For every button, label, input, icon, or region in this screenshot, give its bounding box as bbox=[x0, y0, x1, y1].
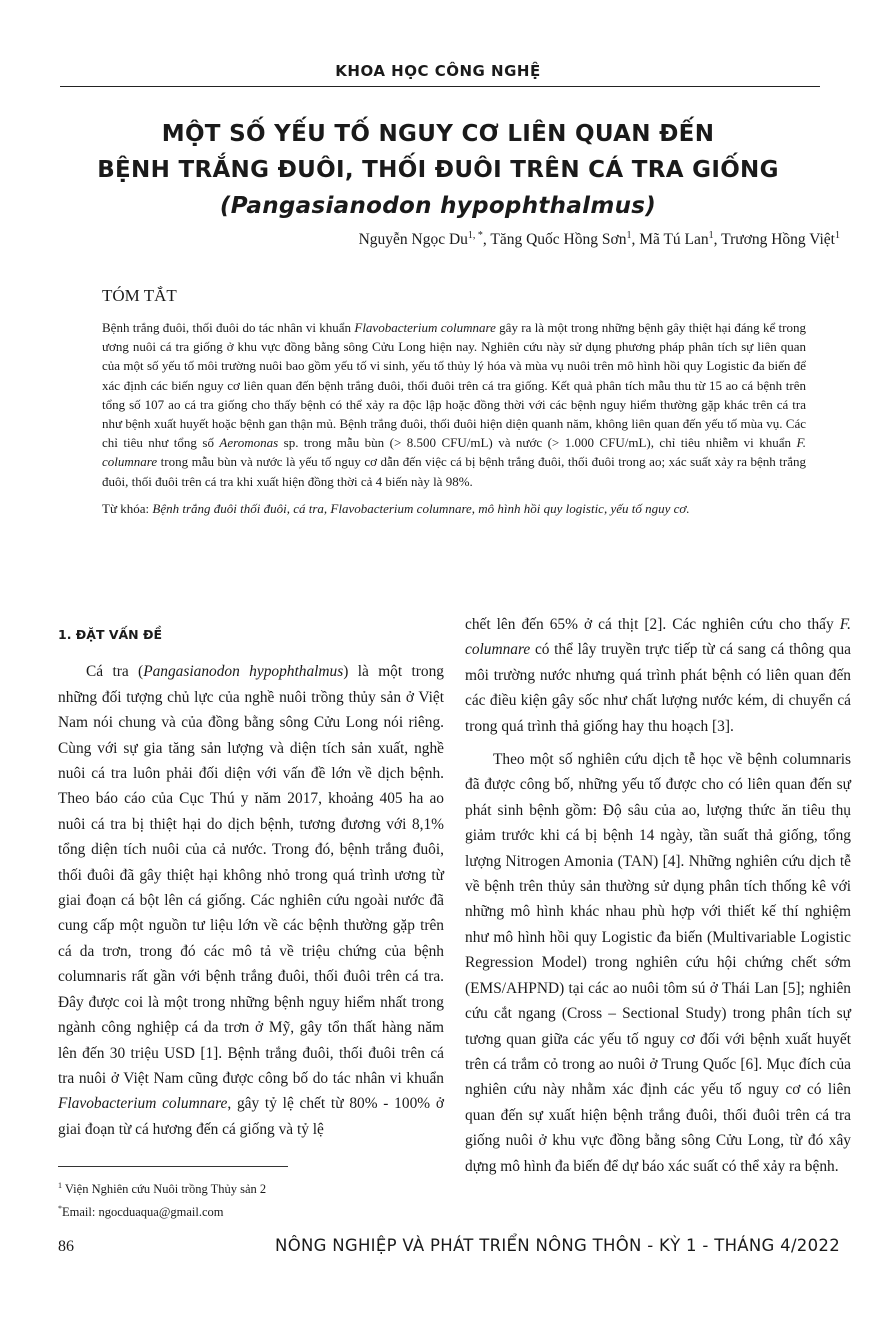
paragraph-2 bbox=[465, 612, 851, 739]
author-2-affil: 1 bbox=[626, 230, 632, 241]
keywords-label: Từ khóa: bbox=[102, 500, 153, 516]
page-number: 86 bbox=[58, 1238, 74, 1255]
section-header: KHOA HỌC CÔNG NGHỆ bbox=[335, 62, 541, 80]
footnote-rule bbox=[58, 1166, 288, 1167]
column-left bbox=[58, 612, 444, 1142]
footnotes bbox=[58, 1176, 266, 1222]
journal-footer: NÔNG NGHIỆP VÀ PHÁT TRIỂN NÔNG THÔN - KỲ 1 - THÁNG 4/2022 bbox=[275, 1236, 840, 1255]
author-4-affil: 1 bbox=[835, 230, 840, 241]
text-run: có thể lây truyền trực tiếp từ cá sang cá thông qua môi trường nước nhưng quá trình phát bệnh có liên quan đến các điều kiện gây sốc như chất lượng nước kém, di chuyển cá trong quá trình thả giống hay thu hoạch [3]. bbox=[465, 641, 851, 735]
author-1: Nguyễn Ngọc Du bbox=[358, 231, 468, 249]
author-3-affil: 1 bbox=[708, 230, 714, 241]
abstract-part: trong mẫu bùn và nước là yếu tố nguy cơ dẫn đến việc cá bị bệnh trắng đuôi, thối đuôi trong ao; xác suất xảy ra bệnh trắng đuôi, thối đuôi trên cá tra khi xuất hiện đồng thời cả 4 biến này là 98%. bbox=[102, 454, 806, 489]
footnote-1-mark: 1 bbox=[58, 1181, 62, 1190]
text-italic: F. columnare bbox=[465, 616, 851, 659]
abstract-italic: Aeromonas bbox=[219, 435, 279, 451]
title-line-3: (Pangasianodon hypophthalmus) bbox=[219, 193, 657, 219]
author-2: Tăng Quốc Hồng Sơn bbox=[490, 231, 627, 249]
author-4: Trương Hồng Việt bbox=[721, 231, 835, 249]
text-run: chết lên đến 65% ở cá thịt [2]. Các nghiên cứu cho thấy bbox=[465, 616, 840, 633]
text-italic: Flavobacterium columnare bbox=[58, 1095, 228, 1113]
abstract-italic: Flavobacterium columnare bbox=[354, 320, 496, 335]
keywords-value: Bệnh trắng đuôi thối đuôi, cá tra, Flavobacterium columnare, mô hình hồi quy logistic, yếu tố nguy cơ. bbox=[152, 500, 690, 516]
author-list: Nguyễn Ngọc $Du^{1, *}$, Tăng Quốc Hồng Sơn$^1$, Mã Tú Lan$^1$, Trương Hồng Việt$^1$ bbox=[358, 230, 840, 249]
footnote-2 bbox=[58, 1199, 266, 1222]
abstract-heading: TÓM TẮT bbox=[102, 286, 177, 305]
paragraph-1 bbox=[58, 659, 444, 1142]
text-run: ) là một trong những đối tượng chủ lực của nghề nuôi trồng thủy sản ở Việt Nam nói chung và của đồng bằng sông Cửu Long nói riêng. Cùng với sự gia tăng sản lượng và diện tích sản xuất, nghề nuôi cá tra luôn phải đối diện với vấn đề lớn về dịch bệnh. Theo báo cáo của Cục Thú y năm 2017, khoảng 405 ha ao nuôi cá tra bị thiệt hại do dịch bệnh, tương đương với 8,1% tổng diện tích nuôi của cả nước. Trong đó, bệnh trắng đuôi, thối đuôi đã gây thiệt hại không nhỏ trong quá trình ương từ giai đoạn cá bột lên cá giống. Các nghiên cứu ngoài nước đã cung cấp một nguồn tư liệu lớn về các bệnh thường gặp trên cá da trơn, trong đó các mô tả về triệu chứng của bệnh columnaris rất gần với bệnh trắng đuôi, thối đuôi trên cá tra. Đây được coi là một trong những bệnh nguy hiểm nhất trong ngành công nghiệp cá da trơn ở Mỹ, gây tổn thất hàng năm lên đến 30 triệu USD [1]. Bệnh trắng đuôi, thối đuôi trên cá tra nuôi ở Việt Nam cũng được công bố do tác nhân vi khuẩn bbox=[58, 663, 444, 1087]
abstract-part: sp. trong mẫu bùn (> 8.500 CFU/mL) và nước (> 1.000 CFU/mL), chỉ tiêu nhiễm vi khuẩn bbox=[278, 435, 797, 451]
author-1-affil: 1, * bbox=[467, 230, 483, 241]
text-run: Cá tra ( bbox=[86, 663, 144, 681]
abstract bbox=[102, 286, 806, 518]
column-right bbox=[465, 612, 851, 1179]
section-heading: 1. ĐẶT VẤN ĐỀ bbox=[58, 627, 162, 642]
article-title bbox=[40, 116, 836, 224]
footnote-2-mark: * bbox=[58, 1204, 62, 1214]
footnote-1 bbox=[58, 1176, 266, 1199]
title-line-2: BỆNH TRẮNG ĐUÔI, THỐI ĐUÔI TRÊN CÁ TRA GIỐNG bbox=[97, 157, 779, 183]
title-line-1: MỘT SỐ YẾU TỐ NGUY CƠ LIÊN QUAN ĐẾN bbox=[161, 121, 715, 147]
abstract-italic: F. columnare bbox=[102, 435, 807, 470]
author-3: Mã Tú Lan bbox=[639, 231, 709, 249]
abstract-part: Bệnh trắng đuôi, thối đuôi do tác nhân vi khuẩn bbox=[102, 320, 355, 335]
text-italic: Pangasianodon hypophthalmus bbox=[143, 663, 344, 681]
abstract-part: gây ra là một trong những bệnh gây thiệt hại đáng kể trong ương nuôi cá tra giống ở khu vực đồng bằng sông Cửu Long hiện nay. Nghiên cứu này sử dụng phương pháp phân tích sự liên quan của một số yếu tố môi trường nuôi bao gồm yếu tố vi sinh, yếu tố thủy lý hóa và mùa vụ nuôi trên mô hình hồi quy Logistic đa biến để xác định các biến nguy cơ liên quan đến bệnh trắng đuôi, thối đuôi trên cá tra giống. Kết quả phân tích mẫu thu từ 15 ao cá bệnh trên tổng số 107 ao cá tra giống cho thấy bệnh có thể xảy ra độc lập hoặc đồng thời với các bệnh nguy hiểm thường gặp khác trên cá tra như bệnh xuất huyết hoặc bệnh gan thận mủ. Bệnh trắng đuôi, thối đuôi hiện diện quanh năm, không liên quan đến yếu tố mùa vụ. Các chỉ tiêu như tổng số bbox=[102, 320, 807, 451]
keywords bbox=[102, 499, 806, 518]
footnote-1-text: Viện Nghiên cứu Nuôi trồng Thủy sản 2 bbox=[62, 1182, 267, 1197]
text-run: , gây tỷ lệ chết từ 80% - 100% ở giai đoạn từ cá hương đến cá giống và tỷ lệ bbox=[58, 1095, 444, 1138]
footnote-2-text: Email: ngocduaqua@gmail.com bbox=[62, 1205, 224, 1220]
abstract-text bbox=[102, 318, 806, 491]
header-rule bbox=[60, 86, 820, 87]
paragraph-3: Theo một số nghiên cứu dịch tễ học về bệnh columnaris đã được công bố, những yếu tố được cho có liên quan đến sự phát sinh bệnh gồm: Độ sâu của ao, lượng thức ăn tiêu thụ giảm trước khi cá bị bệnh 14 ngày, tần suất thả giống, tổng lượng Nitrogen Amonia (TAN) [4]. Những nghiên cứu dịch tễ về bệnh trên thủy sản thường sử dụng phân tích thống kê với những mô hình khác nhau phù hợp với thiết kế thí nghiệm như mô hình hồi quy Logistic đa biến (Multivariable Logistic Regression Model) trong nghiên cứu hội chứng chết sớm (EMS/AHPND) tại các ao nuôi tôm sú ở Thái Lan [5]; nghiên cứu cắt ngang (Cross – Sectional Study) trong phân tích sự tương quan giữa các yếu tố nguy cơ đối với bệnh xuất huyết trên cá trắm cỏ trong ao nuôi ở Trung Quốc [6]. Mục đích của nghiên cứu này nhằm xác định các yếu tố nguy cơ có liên quan đến sự xuất hiện bệnh trắng đuôi, thối đuôi trên cá tra giống nuôi ở khu vực đồng bằng sông Cửu Long, từ đó xây dựng mô hình đa biến để dự báo xác suất có thể xảy ra bệnh. bbox=[465, 751, 851, 1175]
